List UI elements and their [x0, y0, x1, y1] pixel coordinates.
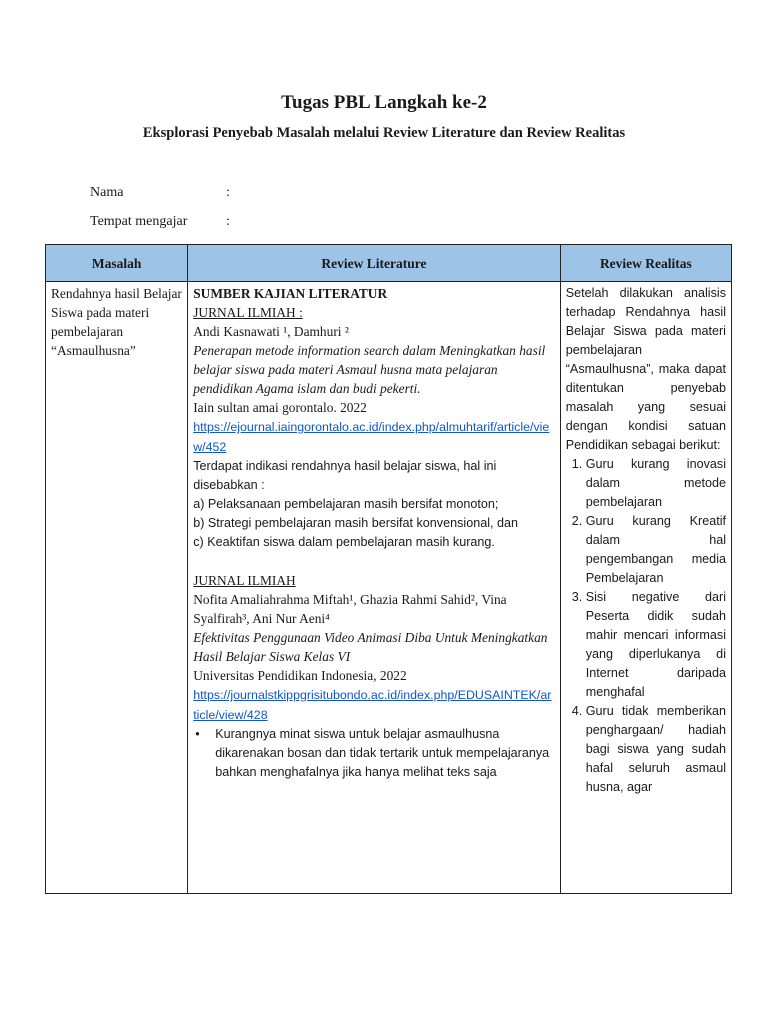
header-masalah: Masalah	[46, 245, 188, 282]
tempat-mengajar-label: Tempat mengajar	[90, 214, 188, 229]
journal1-title: Penerapan metode information search dalam Meningkatkan hasil belajar siswa pada materi Asmaul husna mata pelajaran pendidikan Agama islam dan budi pekerti.	[193, 343, 546, 396]
journal1-point-a: a) Pelaksanaan pembelajaran masih bersifat monoton;	[193, 497, 499, 511]
list-item: 2. Guru kurang Kreatif dalam hal pengembangan media Pembelajaran	[586, 512, 726, 588]
nama-colon: :	[226, 185, 230, 200]
journal1-point-c: c) Keaktifan siswa dalam pembelajaran masih kurang.	[193, 535, 495, 549]
journal2-authors: Nofita Amaliahrahma Miftah¹, Ghazia Rahmi Sahid², Vina Syalfirah³, Ani Nur Aeni⁴	[193, 592, 507, 626]
table-header-row	[46, 245, 732, 282]
document-title: Tugas PBL Langkah ke-2	[281, 92, 487, 113]
masalah-cell	[46, 282, 188, 894]
document-subtitle: Eksplorasi Penyebab Masalah melalui Review Literature dan Review Realitas	[142, 125, 626, 141]
journal2-source: Universitas Pendidikan Indonesia, 2022	[193, 668, 407, 683]
literature-cell	[188, 282, 561, 894]
pbl-table	[45, 244, 732, 894]
nama-field	[90, 185, 230, 201]
journal1-intro: Terdapat indikasi rendahnya hasil belajar siswa, hal ini disebabkan :	[193, 459, 497, 492]
header-review-literature: Review Literature	[188, 245, 561, 282]
realitas-cell	[560, 282, 731, 894]
literature-heading: SUMBER KAJIAN LITERATUR	[193, 286, 388, 301]
journal2-url-link[interactable]: https://journalstkippgrisitubondo.ac.id/index.php/EDUSAINTEK/article/view/428	[193, 688, 552, 722]
journal1-url-link[interactable]: https://ejournal.iaingorontalo.ac.id/index.php/almuhtarif/article/view/452	[193, 420, 550, 454]
tempat-mengajar-colon: :	[226, 214, 230, 229]
table-row	[46, 282, 732, 894]
journal2-bullet-text: Kurangnya minat siswa untuk belajar asmaulhusna dikarenakan bosan dan tidak tertarik untuk mempelajaranya bahkan menghafalnya jika hanya melihat teks saja	[215, 727, 550, 779]
journal1-authors: Andi Kasnawati ¹, Damhuri ²	[193, 324, 349, 339]
journal1-point-b: b) Strategi pembelajaran masih bersifat konvensional, dan	[193, 516, 519, 530]
list-item: 4. Guru tidak memberikan penghargaan/ hadiah bagi siswa yang sudah hafal seluruh asmaul husna, agar	[586, 702, 726, 797]
list-item: 3. Sisi negative dari Peserta didik sudah mahir mencari informasi yang diperlukanya di Internet daripada menghafal	[586, 588, 726, 702]
list-item: 1. Guru kurang inovasi dalam metode pembelajaran	[586, 455, 726, 512]
header-review-realitas: Review Realitas	[560, 245, 731, 282]
bullet-dot-icon: •	[195, 727, 200, 741]
journal1-source: Iain sultan amai gorontalo. 2022	[193, 400, 367, 415]
journal2-title: Efektivitas Penggunaan Video Animasi Diba Untuk Meningkatkan Hasil Belajar Siswa Kelas VI	[193, 630, 548, 664]
masalah-text: Rendahnya hasil Belajar Siswa pada materi pembelajaran “Asmaulhusna”	[51, 286, 182, 358]
realitas-intro: Setelah dilakukan analisis terhadap Rendahnya hasil Belajar Siswa pada materi pembelajaran “Asmaulhusna”, maka dapat ditentukan penyebab masalah yang sesuai dengan kondisi satuan Pendidikan sebagai berikut:	[565, 286, 726, 452]
journal2-label: JURNAL ILMIAH	[193, 573, 296, 588]
journal2-bullet-item	[193, 725, 555, 782]
realitas-causes-list	[566, 455, 726, 797]
nama-label: Nama	[90, 185, 124, 200]
journal1-label: JURNAL ILMIAH :	[193, 305, 303, 320]
tempat-mengajar-field	[90, 214, 230, 230]
